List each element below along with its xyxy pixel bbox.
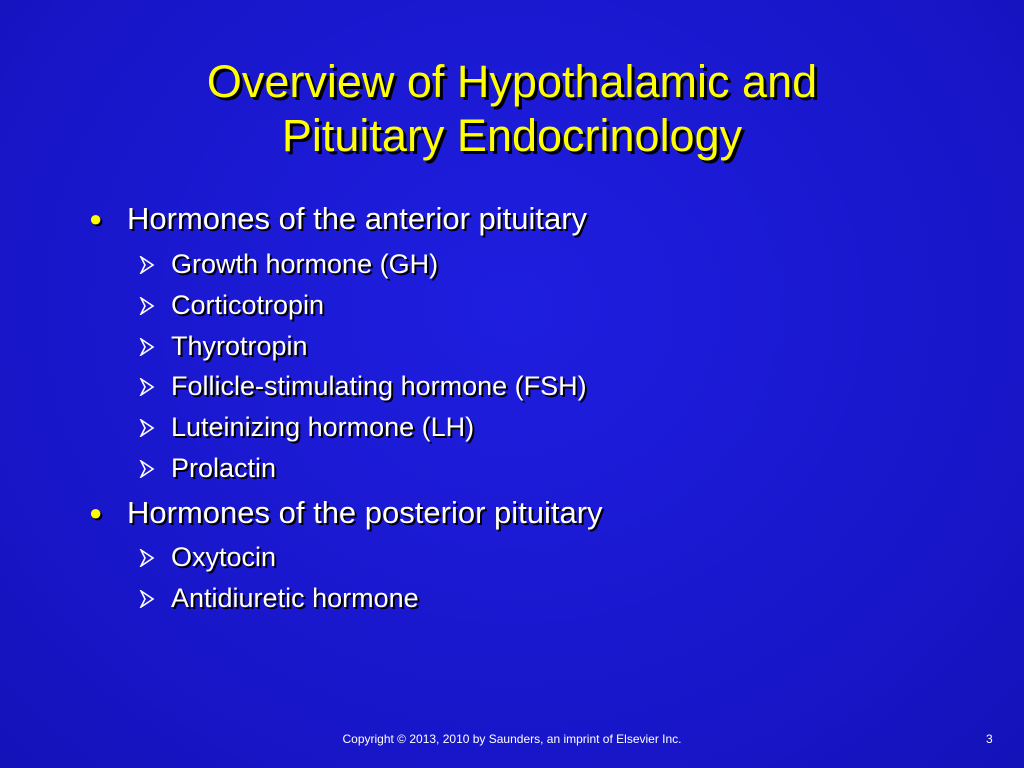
list-item-text: Oxytocin bbox=[171, 541, 277, 572]
section-heading-text: Hormones of the posterior pituitary bbox=[127, 495, 603, 530]
list-item bbox=[139, 368, 587, 404]
list-item bbox=[139, 328, 308, 364]
list-item bbox=[139, 246, 438, 282]
arrowhead-bullet-icon bbox=[139, 409, 171, 445]
section-heading-anterior bbox=[89, 199, 587, 239]
list-item-text: Thyrotropin bbox=[171, 330, 308, 361]
list-item bbox=[139, 580, 419, 616]
arrowhead-bullet-icon bbox=[139, 328, 171, 364]
list-item-text: Follicle-stimulating hormone (FSH) bbox=[171, 370, 587, 401]
slide-title-line-1: Overview of Hypothalamic and bbox=[206, 56, 818, 107]
arrowhead-bullet-icon bbox=[139, 580, 171, 616]
list-item-text: Corticotropin bbox=[171, 289, 325, 320]
list-item bbox=[139, 409, 474, 445]
list-item bbox=[139, 287, 324, 323]
list-item-text: Growth hormone (GH) bbox=[171, 248, 439, 279]
section-heading-text: Hormones of the anterior pituitary bbox=[127, 201, 588, 236]
list-item bbox=[139, 450, 276, 486]
arrowhead-bullet-icon bbox=[139, 287, 171, 323]
list-item-text: Prolactin bbox=[171, 452, 277, 483]
copyright-footer: Copyright © 2013, 2010 by Saunders, an imprint of Elsevier Inc. bbox=[342, 732, 682, 746]
slide-title bbox=[0, 55, 1024, 163]
arrowhead-bullet-icon bbox=[139, 539, 171, 575]
arrowhead-bullet-icon bbox=[139, 368, 171, 404]
filled-circle-bullet-icon: ● bbox=[89, 206, 103, 231]
arrowhead-bullet-icon bbox=[139, 450, 171, 486]
arrowhead-bullet-icon bbox=[139, 246, 171, 282]
list-item bbox=[139, 539, 276, 575]
filled-circle-bullet-icon: ● bbox=[89, 500, 103, 525]
slide-title-line-2: Pituitary Endocrinology bbox=[281, 110, 743, 161]
list-item-text: Antidiuretic hormone bbox=[171, 582, 419, 613]
page-number: 3 bbox=[986, 732, 993, 746]
list-item-text: Luteinizing hormone (LH) bbox=[171, 411, 475, 442]
section-heading-posterior bbox=[89, 493, 603, 533]
